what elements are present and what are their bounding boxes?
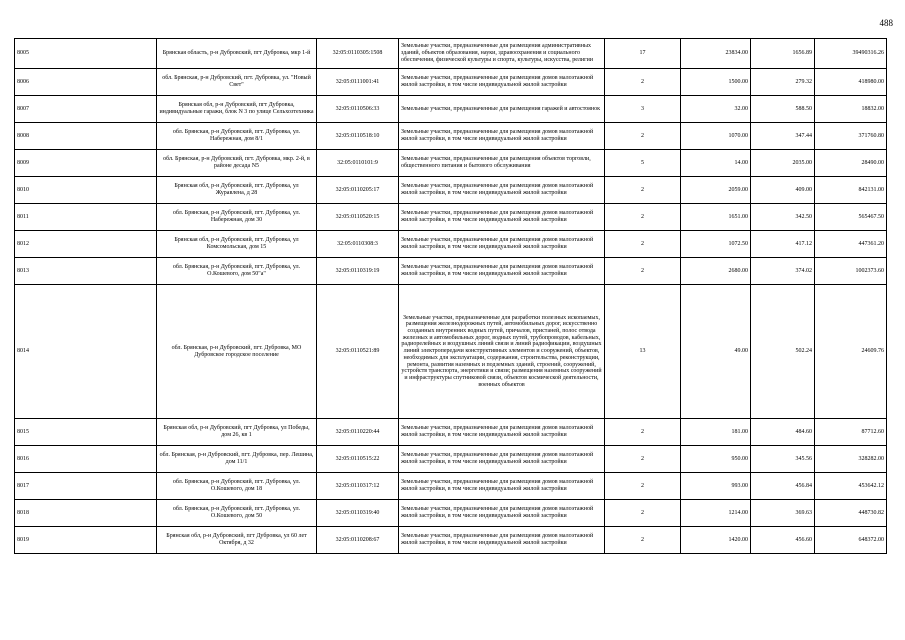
unit-value-cell: 409.00 [751,177,815,204]
cadastral-value-cell: 1002373.60 [815,258,887,285]
table-row [15,500,887,527]
use-code-cell: 13 [605,285,681,419]
land-use-cell: Земельные участки, предназначенные для размещения домов малоэтажной жилой застройки, в том числе индивидуальной жилой застройки [399,177,605,204]
use-code-cell: 2 [605,69,681,96]
land-use-cell: Земельные участки, предназначенные для размещения домов малоэтажной жилой застройки, в том числе индивидуальной жилой застройки [399,446,605,473]
address-cell: Брянская область, р-н Дубровский, пгт Дубровка, мкр 1-й [157,39,317,69]
use-code-cell: 2 [605,204,681,231]
cadastral-number-cell: 32:05:0110518:10 [317,123,399,150]
area-cell: 1214.00 [681,500,751,527]
land-use-cell: Земельные участки, предназначенные для размещения домов малоэтажной жилой застройки, в том числе индивидуальной жилой застройки [399,258,605,285]
unit-value-cell: 279.32 [751,69,815,96]
row-number-cell: 8008 [15,123,157,150]
cadastral-number-cell: 32:05:0110521:89 [317,285,399,419]
area-cell: 32.00 [681,96,751,123]
cadastral-value-cell: 328282.00 [815,446,887,473]
cadastral-number-cell: 32:05:0110205:17 [317,177,399,204]
unit-value-cell: 369.63 [751,500,815,527]
area-cell: 1070.00 [681,123,751,150]
table-row [15,527,887,554]
row-number-cell: 8011 [15,204,157,231]
cadastral-number-cell: 32:05:0111001:41 [317,69,399,96]
cadastral-value-cell: 39490316.26 [815,39,887,69]
unit-value-cell: 342.50 [751,204,815,231]
address-cell: обл. Брянская, р-н Дубровский, пгт. Дубровка, ул. "Новый Свет" [157,69,317,96]
address-cell: Брянская обл, р-н Дубровский, пгт. Дубровка, ул Журавлена, д 28 [157,177,317,204]
area-cell: 2059.00 [681,177,751,204]
use-code-cell: 17 [605,39,681,69]
area-cell: 2680.00 [681,258,751,285]
address-cell: обл. Брянская, р-н Дубровский, пгт. Дубровка, ул. О.Кошевого, дом 50"а" [157,258,317,285]
table-row [15,123,887,150]
area-cell: 181.00 [681,419,751,446]
cadastral-value-cell: 447361.20 [815,231,887,258]
use-code-cell: 2 [605,500,681,527]
cadastral-value-cell: 453642.12 [815,473,887,500]
cadastral-value-cell: 418980.00 [815,69,887,96]
land-use-cell: Земельные участки, предназначенные для размещения домов малоэтажной жилой застройки, в том числе индивидуальной жилой застройки [399,500,605,527]
cadastral-number-cell: 32:05:0110305:1508 [317,39,399,69]
use-code-cell: 2 [605,123,681,150]
address-cell: обл. Брянская, р-н Дубровский, пгт. Дубровка, ул. Набережная, дом 30 [157,204,317,231]
address-cell: обл. Брянская, р-н Дубровский, пгт. Дубровка, ул. Набережная, дом 8/1 [157,123,317,150]
area-cell: 950.00 [681,446,751,473]
cadastral-value-cell: 28490.00 [815,150,887,177]
row-number-cell: 8014 [15,285,157,419]
use-code-cell: 2 [605,177,681,204]
table-row [15,69,887,96]
land-use-cell: Земельные участки, предназначенные для размещения домов малоэтажной жилой застройки, в том числе индивидуальной жилой застройки [399,204,605,231]
use-code-cell: 2 [605,527,681,554]
land-registry-table [14,38,887,554]
land-use-cell: Земельные участки, предназначенные для размещения гаражей и автостоянок [399,96,605,123]
cadastral-value-cell: 842131.00 [815,177,887,204]
unit-value-cell: 484.60 [751,419,815,446]
row-number-cell: 8012 [15,231,157,258]
use-code-cell: 2 [605,258,681,285]
cadastral-number-cell: 32:05:0110317:12 [317,473,399,500]
address-cell: Брянская обл, р-н Дубровский, пгт Дубровка, ул Победы, дом 26, кв 1 [157,419,317,446]
land-use-cell: Земельные участки, предназначенные для разработки полезных ископаемых, размещения железнодорожных путей, автомобильных дорог, искусственно созданных внутренних водных путей, причалов, пристаней, полос отвода железных и автомобильных дорог, водных путей, трубопроводов, кабельных, радиорелейных и воздушных линий связи и линий радиофикации, воздушных линий электропередачи конструктивных элементов и сооружений, объектов, необходимых для эксплуатации, содержания, строительства, реконструкции, ремонта, развития наземных и подземных зданий, строений, сооружений, устройств транспорта, энергетики и связи; размещения наземных сооружений и инфраструктуры спутниковой связи, объектов космической деятельности, военных объектов [399,285,605,419]
row-number-cell: 8006 [15,69,157,96]
area-cell: 993.00 [681,473,751,500]
unit-value-cell: 456.60 [751,527,815,554]
unit-value-cell: 502.24 [751,285,815,419]
table-body [15,39,887,554]
area-cell: 1072.50 [681,231,751,258]
cadastral-number-cell: 32:05:0110220:44 [317,419,399,446]
area-cell: 1500.00 [681,69,751,96]
land-use-cell: Земельные участки, предназначенные для размещения домов малоэтажной жилой застройки, в том числе индивидуальной жилой застройки [399,473,605,500]
row-number-cell: 8013 [15,258,157,285]
use-code-cell: 2 [605,231,681,258]
cadastral-value-cell: 18832.00 [815,96,887,123]
cadastral-number-cell: 32:05:0110515:22 [317,446,399,473]
row-number-cell: 8019 [15,527,157,554]
land-use-cell: Земельные участки, предназначенные для размещения домов малоэтажной жилой застройки, в том числе индивидуальной жилой застройки [399,419,605,446]
address-cell: обл. Брянская, р-н Дубровский, пгт. Дубровка, мкр. 2-й, в районе десада N5 [157,150,317,177]
land-use-cell: Земельные участки, предназначенные для размещения объектов торговли, общественного питания и бытового обслуживания [399,150,605,177]
cadastral-number-cell: 32:05:0110101:9 [317,150,399,177]
address-cell: обл. Брянская, р-н Дубровский, пгт. Дубровка, пер. Лешина, дом 11/1 [157,446,317,473]
address-cell: обл. Брянская, р-н Дубровский, пгт. Дубровка, ул. О.Кошевого, дом 18 [157,473,317,500]
row-number-cell: 8005 [15,39,157,69]
unit-value-cell: 456.84 [751,473,815,500]
address-cell: обл. Брянская, р-н Дубровский, пгт. Дубровка, МО Дубровское городское поселение [157,285,317,419]
unit-value-cell: 345.56 [751,446,815,473]
unit-value-cell: 588.50 [751,96,815,123]
land-use-cell: Земельные участки, предназначенные для размещения домов малоэтажной жилой застройки, в том числе индивидуальной жилой застройки [399,69,605,96]
row-number-cell: 8010 [15,177,157,204]
area-cell: 14.00 [681,150,751,177]
address-cell: Брянская обл, р-н Дубровский, пгт. Дубровка, ул Комсомольская, дом 15 [157,231,317,258]
table-row [15,231,887,258]
unit-value-cell: 1656.89 [751,39,815,69]
unit-value-cell: 2035.00 [751,150,815,177]
use-code-cell: 5 [605,150,681,177]
row-number-cell: 8016 [15,446,157,473]
row-number-cell: 8015 [15,419,157,446]
row-number-cell: 8017 [15,473,157,500]
unit-value-cell: 374.02 [751,258,815,285]
area-cell: 23834.00 [681,39,751,69]
cadastral-value-cell: 648372.00 [815,527,887,554]
cadastral-value-cell: 87712.60 [815,419,887,446]
table-row [15,39,887,69]
table-row [15,473,887,500]
cadastral-value-cell: 448730.82 [815,500,887,527]
cadastral-value-cell: 565467.50 [815,204,887,231]
row-number-cell: 8009 [15,150,157,177]
page-number: 488 [879,18,893,28]
area-cell: 49.00 [681,285,751,419]
table-row [15,419,887,446]
address-cell: Брянская обл, р-н Дубровский, пгт Дубровка, ул 60 лет Октября, д 32 [157,527,317,554]
cadastral-number-cell: 32:05:0110520:15 [317,204,399,231]
table-row [15,204,887,231]
cadastral-value-cell: 371760.80 [815,123,887,150]
use-code-cell: 3 [605,96,681,123]
cadastral-number-cell: 32:05:0110308:3 [317,231,399,258]
land-use-cell: Земельные участки, предназначенные для размещения домов малоэтажной жилой застройки, в том числе индивидуальной жилой застройки [399,231,605,258]
table-row [15,446,887,473]
land-use-cell: Земельные участки, предназначенные для размещения домов малоэтажной жилой застройки, в том числе индивидуальной жилой застройки [399,123,605,150]
use-code-cell: 2 [605,419,681,446]
cadastral-number-cell: 32:05:0110319:40 [317,500,399,527]
table-row [15,258,887,285]
cadastral-number-cell: 32:05:0110208:67 [317,527,399,554]
table-row [15,177,887,204]
cadastral-number-cell: 32:05:0110506:33 [317,96,399,123]
table-row [15,96,887,123]
area-cell: 1420.00 [681,527,751,554]
address-cell: обл. Брянская, р-н Дубровский, пгт. Дубровка, ул. О.Кошевого, дом 50 [157,500,317,527]
row-number-cell: 8007 [15,96,157,123]
row-number-cell: 8018 [15,500,157,527]
use-code-cell: 2 [605,446,681,473]
use-code-cell: 2 [605,473,681,500]
table-row [15,150,887,177]
address-cell: Брянская обл, р-н Дубровский, пгт Дубровка, индивидуальные гаражи, блок N 3 по улице Сельхозтехника [157,96,317,123]
unit-value-cell: 417.12 [751,231,815,258]
area-cell: 1651.00 [681,204,751,231]
unit-value-cell: 347.44 [751,123,815,150]
cadastral-value-cell: 24609.76 [815,285,887,419]
land-use-cell: Земельные участки, предназначенные для размещения административных зданий, объектов образования, науки, здравоохранения и социального обеспечения, физической культуры и спорта, культуры, искусства, религии [399,39,605,69]
table-row [15,285,887,419]
cadastral-number-cell: 32:05:0110319:19 [317,258,399,285]
land-use-cell: Земельные участки, предназначенные для размещения домов малоэтажной жилой застройки, в том числе индивидуальной жилой застройки [399,527,605,554]
